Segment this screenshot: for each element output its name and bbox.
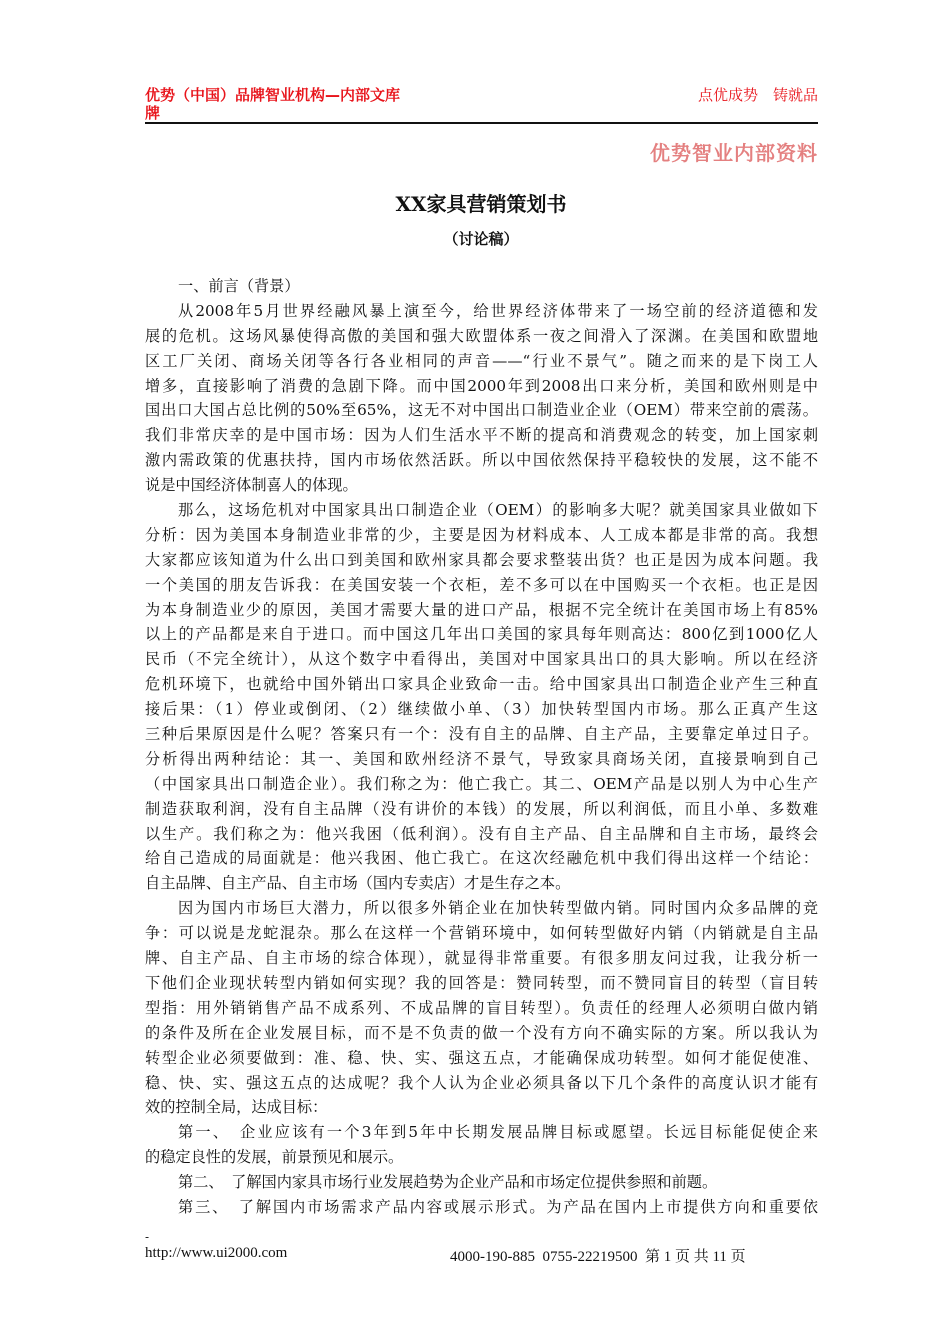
paragraph-line: 为本身制造业少的原因，美国才需要大量的进口产品，根据不完全统计在美国市场上有85% bbox=[145, 600, 818, 619]
section-heading: 一、前言（背景） bbox=[178, 277, 300, 295]
paragraph-line: 危机环境下，也就给中国外销出口家具企业致命一击。给中国家具出口制造企业产生三种直 bbox=[145, 675, 818, 694]
paragraph-line: 第一、 企业应该有一个3年到5年中长期发展品牌目标或愿望。长远目标能促使企来 bbox=[178, 1123, 818, 1142]
paragraph-line: 我们非常庆幸的是中国市场：因为人们生活水平不断的提高和消费观念的转变，加上国家刺 bbox=[145, 426, 818, 445]
paragraph-line: 大家都应该知道为什么出口到美国和欧州家具都会要求整装出货？也正是因为成本问题。我 bbox=[145, 550, 818, 569]
paragraph bbox=[145, 299, 818, 498]
footer-contact-page-info: 4000-190-885 0755-22219500 第 1 页 共 11 页 bbox=[450, 1249, 746, 1265]
paragraph bbox=[145, 1120, 818, 1170]
paragraph-line: 转型企业必须要做到：准、稳、快、实、强这五点，才能确保成功转型。如何才能促使准、 bbox=[145, 1048, 818, 1067]
paragraph-line: 下他们企业现状转型内销如何实现？我的回答是：赞同转型，而不赞同盲目的转型（盲目转 bbox=[145, 973, 818, 992]
paragraph bbox=[145, 1195, 818, 1220]
header-slogan: 点优成势 铸就品 bbox=[697, 86, 818, 104]
paragraph-line: 效的控制全局，达成目标： bbox=[145, 1098, 328, 1117]
document-title: XX家具营销策划书 bbox=[395, 192, 567, 216]
paragraph-line: 增多，直接影响了消费的急剧下降。而中国2000年到2008出口来分析，美国和欧州则是中 bbox=[145, 376, 818, 395]
paragraph bbox=[145, 498, 818, 896]
paragraph-line: 分析得出两种结论：其一、美国和欧州经济不景气，导致家具商场关闭，直接景响到自己 bbox=[145, 749, 818, 768]
paragraph-line: 民币（不完全统计），从这个数字中看得出，美国对中国家具出口的具大影响。所以在经济 bbox=[145, 650, 818, 669]
paragraph-line: 自主品牌、自主产品、自主市场（国内专卖店）才是生存之本。 bbox=[145, 874, 571, 893]
paragraph-line: 展的危机。这场风暴使得高傲的美国和强大欧盟体系一夜之间滑入了深渊。在美国和欧盟地 bbox=[145, 326, 818, 345]
paragraph bbox=[145, 1170, 818, 1195]
paragraph-line: 一个美国的朋友告诉我：在美国安装一个衣柜，差不多可以在中国购买一个衣柜。也正是因 bbox=[145, 575, 818, 594]
paragraph-line: 分析：因为美国本身制造业非常的少，主要是因为材料成本、人工成本都是非常的高。我想 bbox=[145, 525, 818, 544]
paragraph-line: 的稳定良性的发展，前景预见和展示。 bbox=[145, 1148, 404, 1167]
paragraph-line: 的条件及所在企业发展目标，而不是不负责的做一个没有方向不确实际的方案。所以我认为 bbox=[145, 1023, 818, 1042]
paragraph-line: 国出口大国占总比例的50%至65%，这无不对中国出口制造业企业（OEM）带来空前的震荡。 bbox=[145, 401, 818, 420]
paragraph-line: 给自己造成的局面就是：他兴我困、他亡我亡。在这次经融危机中我们得出这样一个结论： bbox=[145, 849, 818, 868]
footer-url-link[interactable]: http://www.ui2000.com bbox=[145, 1245, 288, 1261]
header-rule bbox=[145, 122, 818, 124]
paragraph-line: 第三、 了解国内市场需求产品内容或展示形式。为产品在国内上市提供方向和重要依 bbox=[178, 1197, 818, 1216]
paragraph-line: （中国家具出口制造企业）。我们称之为：他亡我亡。其二、OEM产品是以别人为中心生产 bbox=[145, 774, 818, 793]
paragraph bbox=[145, 896, 818, 1120]
header-line: 优势（中国）品牌智业机构—内部文库 bbox=[145, 86, 401, 104]
header-line: 牌 bbox=[145, 104, 161, 122]
header-organization bbox=[145, 86, 445, 122]
paragraph-line: 以上的产品都是来自于进口。而中国这几年出口美国的家具每年则高达：800亿到1000亿人 bbox=[145, 625, 818, 644]
paragraph-line: 激内需政策的优惠扶持，国内市场依然活跃。所以中国依然保持平稳较快的发展，这不能不 bbox=[145, 451, 818, 470]
paragraph-line: 接后果：（1）停业或倒闭、（2）继续做小单、（3）加快转型国内市场。那么正真产生这 bbox=[145, 700, 818, 719]
paragraph-line: 因为国内市场巨大潜力，所以很多外销企业在加快转型做内销。同时国内众多品牌的竞 bbox=[178, 899, 818, 918]
paragraph-line: 那么，这场危机对中国家具出口制造企业（OEM）的影响多大呢？就美国家具业做如下 bbox=[178, 501, 818, 520]
paragraph-line: 说是中国经济体制喜人的体现。 bbox=[145, 476, 358, 495]
footer-dash: - bbox=[145, 1230, 150, 1244]
document-subtitle: （讨论稿） bbox=[443, 230, 519, 248]
paragraph-line: 区工厂关闭、商场关闭等各行各业相同的声音——“行业不景气”。随之而来的是下岗工人 bbox=[145, 351, 818, 370]
paragraph-line: 稳、快、实、强这五点的达成呢？我个人认为企业必须具备以下几个条件的高度认识才能有 bbox=[145, 1073, 818, 1092]
paragraph-line: 争：可以说是龙蛇混杂。那么在这样一个营销环境中，如何转型做好内销（内销就是自主品 bbox=[145, 924, 818, 943]
paragraph-line: 以生产。我们称之为：他兴我困（低利润）。没有自主产品、自主品牌和自主市场，最终会 bbox=[145, 824, 818, 843]
paragraph-line: 牌、自主产品、自主市场的综合体现），就显得非常重要。有很多朋友问过我，让我分析一 bbox=[145, 949, 818, 968]
watermark-stamp: 优势智业内部资料 bbox=[650, 141, 818, 165]
paragraph-line: 三种后果原因是什么呢？答案只有一个：没有自主的品牌、自主产品，主要靠定单过日子。 bbox=[145, 725, 818, 744]
paragraph-line: 从2008年5月世界经融风暴上演至今，给世界经济体带来了一场空前的经济道德和发 bbox=[178, 301, 818, 320]
paragraph-line: 型指：用外销销售产品不成系列、不成品牌的盲目转型）。负责任的经理人必须明白做内销 bbox=[145, 998, 818, 1017]
paragraph-line: 第二、 了解国内家具市场行业发展趋势为企业产品和市场定位提供参照和前题。 bbox=[178, 1173, 718, 1192]
document-body bbox=[145, 274, 818, 1220]
paragraph-line: 制造获取利润，没有自主品牌（没有讲价的本钱）的发展，所以利润低，而且小单、多数难 bbox=[145, 799, 818, 818]
